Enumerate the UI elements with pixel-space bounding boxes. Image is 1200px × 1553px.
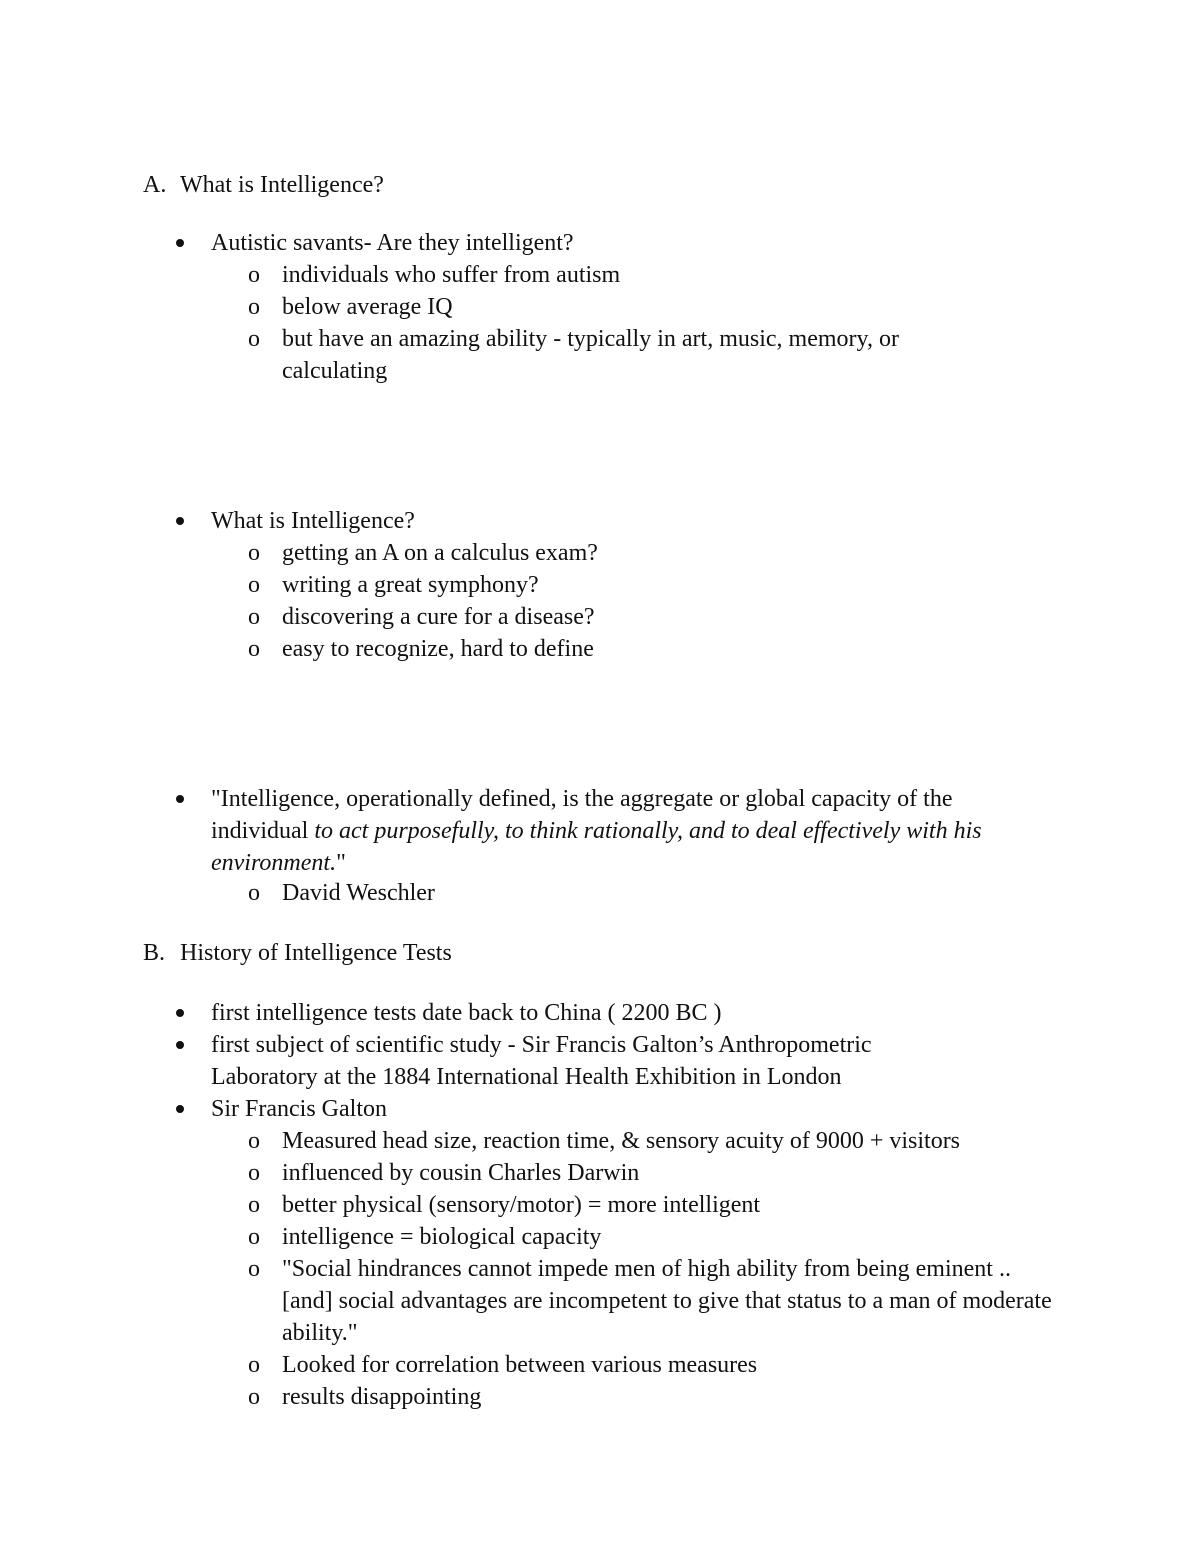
bullet-galton-lab: first subject of scientific study - Sir Francis Galton’s Anthropometric Laboratory at the 1884 International Health Exhibition in London — [211, 1029, 951, 1093]
section-a-letter: A. — [143, 172, 167, 198]
bullet-first-tests: first intelligence tests date back to China ( 2200 BC ) — [211, 997, 1071, 1029]
sub-item: o below average IQ — [282, 291, 1072, 323]
quote-text: "Intelligence, operationally defined, is the aggregate or global capacity of the individual — [211, 786, 953, 844]
sub-item: o Looked for correlation between various measures — [282, 1349, 1072, 1381]
bullet-weschler-quote — [211, 783, 1041, 879]
section-b-title: History of Intelligence Tests — [180, 940, 452, 966]
sub-item: o results disappointing — [282, 1381, 1072, 1413]
sub-item: o easy to recognize, hard to define — [282, 633, 1072, 665]
section-b-letter: B. — [143, 940, 166, 966]
quote-italic-text: to act purposefully, to think rationally, and to deal effectively with his environment. — [211, 818, 982, 876]
sub-item: o "Social hindrances cannot impede men of high ability from being eminent .. [and] social advantages are incompetent to give that status to a man of moderate ability." — [282, 1253, 1062, 1349]
sub-item: o David Weschler — [282, 877, 1072, 909]
section-a-heading — [143, 169, 384, 201]
sub-item: o intelligence = biological capacity — [282, 1221, 1072, 1253]
sub-item: o influenced by cousin Charles Darwin — [282, 1157, 1072, 1189]
section-b-heading — [143, 937, 452, 969]
section-a-title: What is Intelligence? — [180, 172, 384, 198]
sub-item: o discovering a cure for a disease? — [282, 601, 1072, 633]
bullet-galton: Sir Francis Galton — [211, 1093, 1071, 1125]
bullet-autistic-savants: Autistic savants- Are they intelligent? — [211, 227, 1071, 259]
sub-item: o but have an amazing ability - typically in art, music, memory, or calculating — [282, 323, 982, 387]
quote-end: " — [336, 850, 346, 876]
sub-item: o Measured head size, reaction time, & sensory acuity of 9000 + visitors — [282, 1125, 1072, 1157]
sub-item: o getting an A on a calculus exam? — [282, 537, 1072, 569]
sub-item: o individuals who suffer from autism — [282, 259, 1072, 291]
sub-item: o better physical (sensory/motor) = more intelligent — [282, 1189, 1072, 1221]
bullet-what-is-intelligence: What is Intelligence? — [211, 505, 1071, 537]
sub-item: o writing a great symphony? — [282, 569, 1072, 601]
